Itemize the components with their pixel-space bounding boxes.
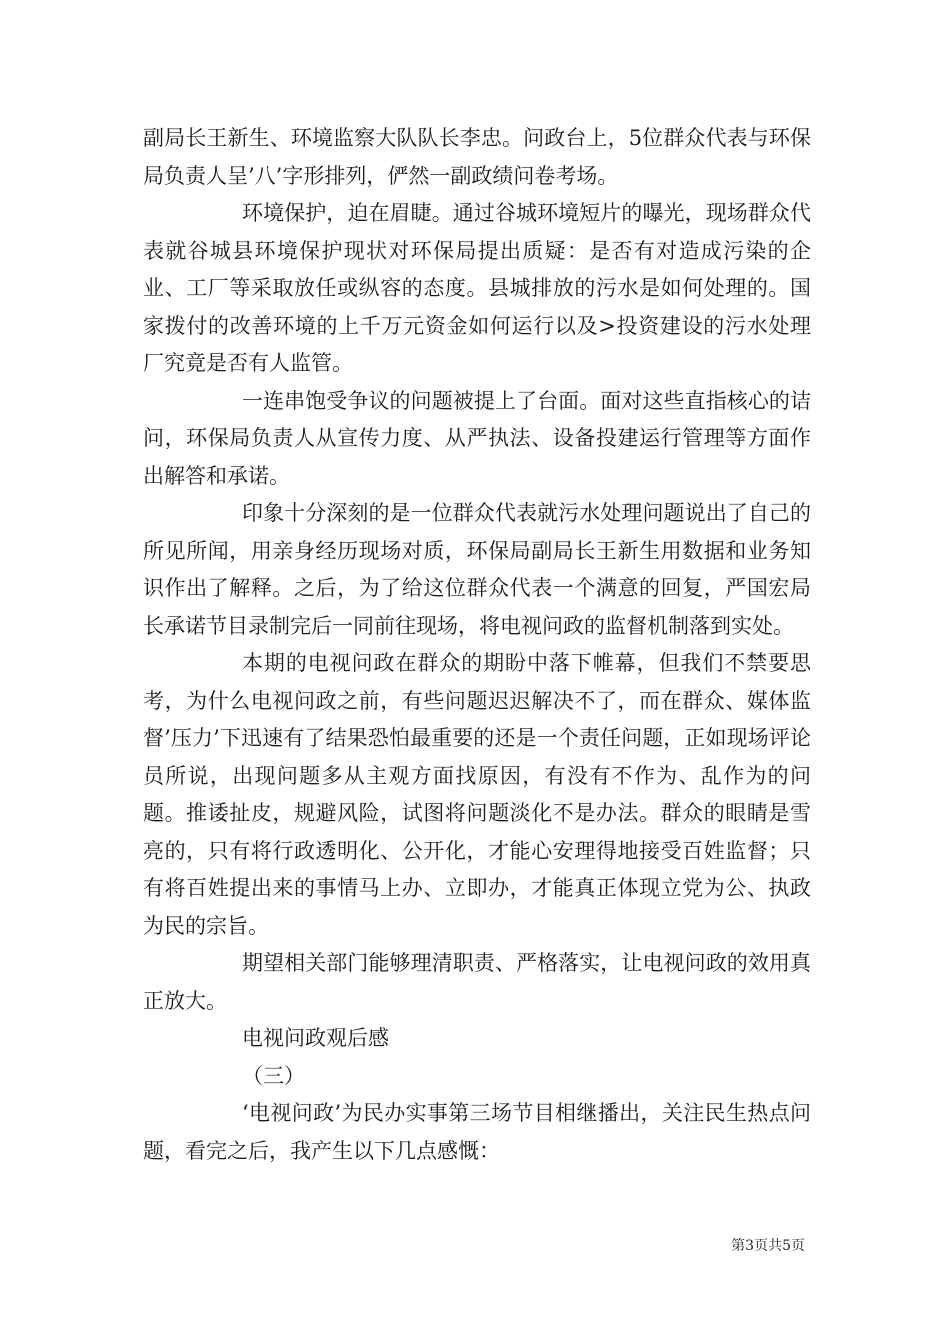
paragraph-7: ‘电视问政’为民办实事第三场节目相继播出，关注民生热点问题，看完之后，我产生以下几点感慨： [143,1101,811,1163]
paragraph-4: 印象十分深刻的是一位群众代表就污水处理问题说出了自己的所见所闻，用亲身经历现场对质，环保局副局长王新生用数据和业务知识作出了解释。之后，为了给这位群众代表一个满意的回复，严国宏局长承诺节目录制完后一同前往现场，将电视问政的监督机制落到实处。 [143,501,811,638]
paragraph-5: 本期的电视问政在群众的期盼中落下帷幕，但我们不禁要思考，为什么电视问政之前，有些问题迟迟解决不了，而在群众、媒体监督’压力’下迅速有了结果恐怕最重要的还是一个责任问题，正如现场评论员所说，出现问题多从主观方面找原因，有没有不作为、乱作为的问题。推诿扯皮，规避风险，试图将问题淡化不是办法。群众的眼睛是雪亮的，只有将行政透明化、公开化，才能心安理得地接受百姓监督；只有将百姓提出来的事情马上办、立即办，才能真正体现立党为公、执政为民的宗旨。 [143,651,811,938]
page-number: 第3页共5页 [731,1238,805,1254]
page-footer [0,1237,805,1255]
section-title: 电视问政观后感 [242,1026,389,1050]
paragraph-2: 环境保护，迫在眉睫。通过谷城环境短片的曝光，现场群众代表就谷城县环境保护现状对环保局提出质疑：是否有对造成污染的企业、工厂等采取放任或纵容的态度。县城排放的污水是如何处理的。国家拨付的改善环境的上千万元资金如何运行以及>投资建设的污水处理厂究竟是否有人监管。 [143,201,811,375]
paragraph-6: 期望相关部门能够理清职责、严格落实，让电视问政的效用真正放大。 [143,951,811,1013]
section-number: （三） [242,1063,305,1088]
document-body [143,120,811,1170]
paragraph-3: 一连串饱受争议的问题被提上了台面。面对这些直指核心的诘问，环保局负责人从宣传力度、从严执法、设备投建运行管理等方面作出解答和承诺。 [143,388,811,488]
paragraph-1: 副局长王新生、环境监察大队队长李忠。问政台上，5位群众代表与环保局负责人呈’八’字形排列，俨然一副政绩问卷考场。 [143,126,811,188]
